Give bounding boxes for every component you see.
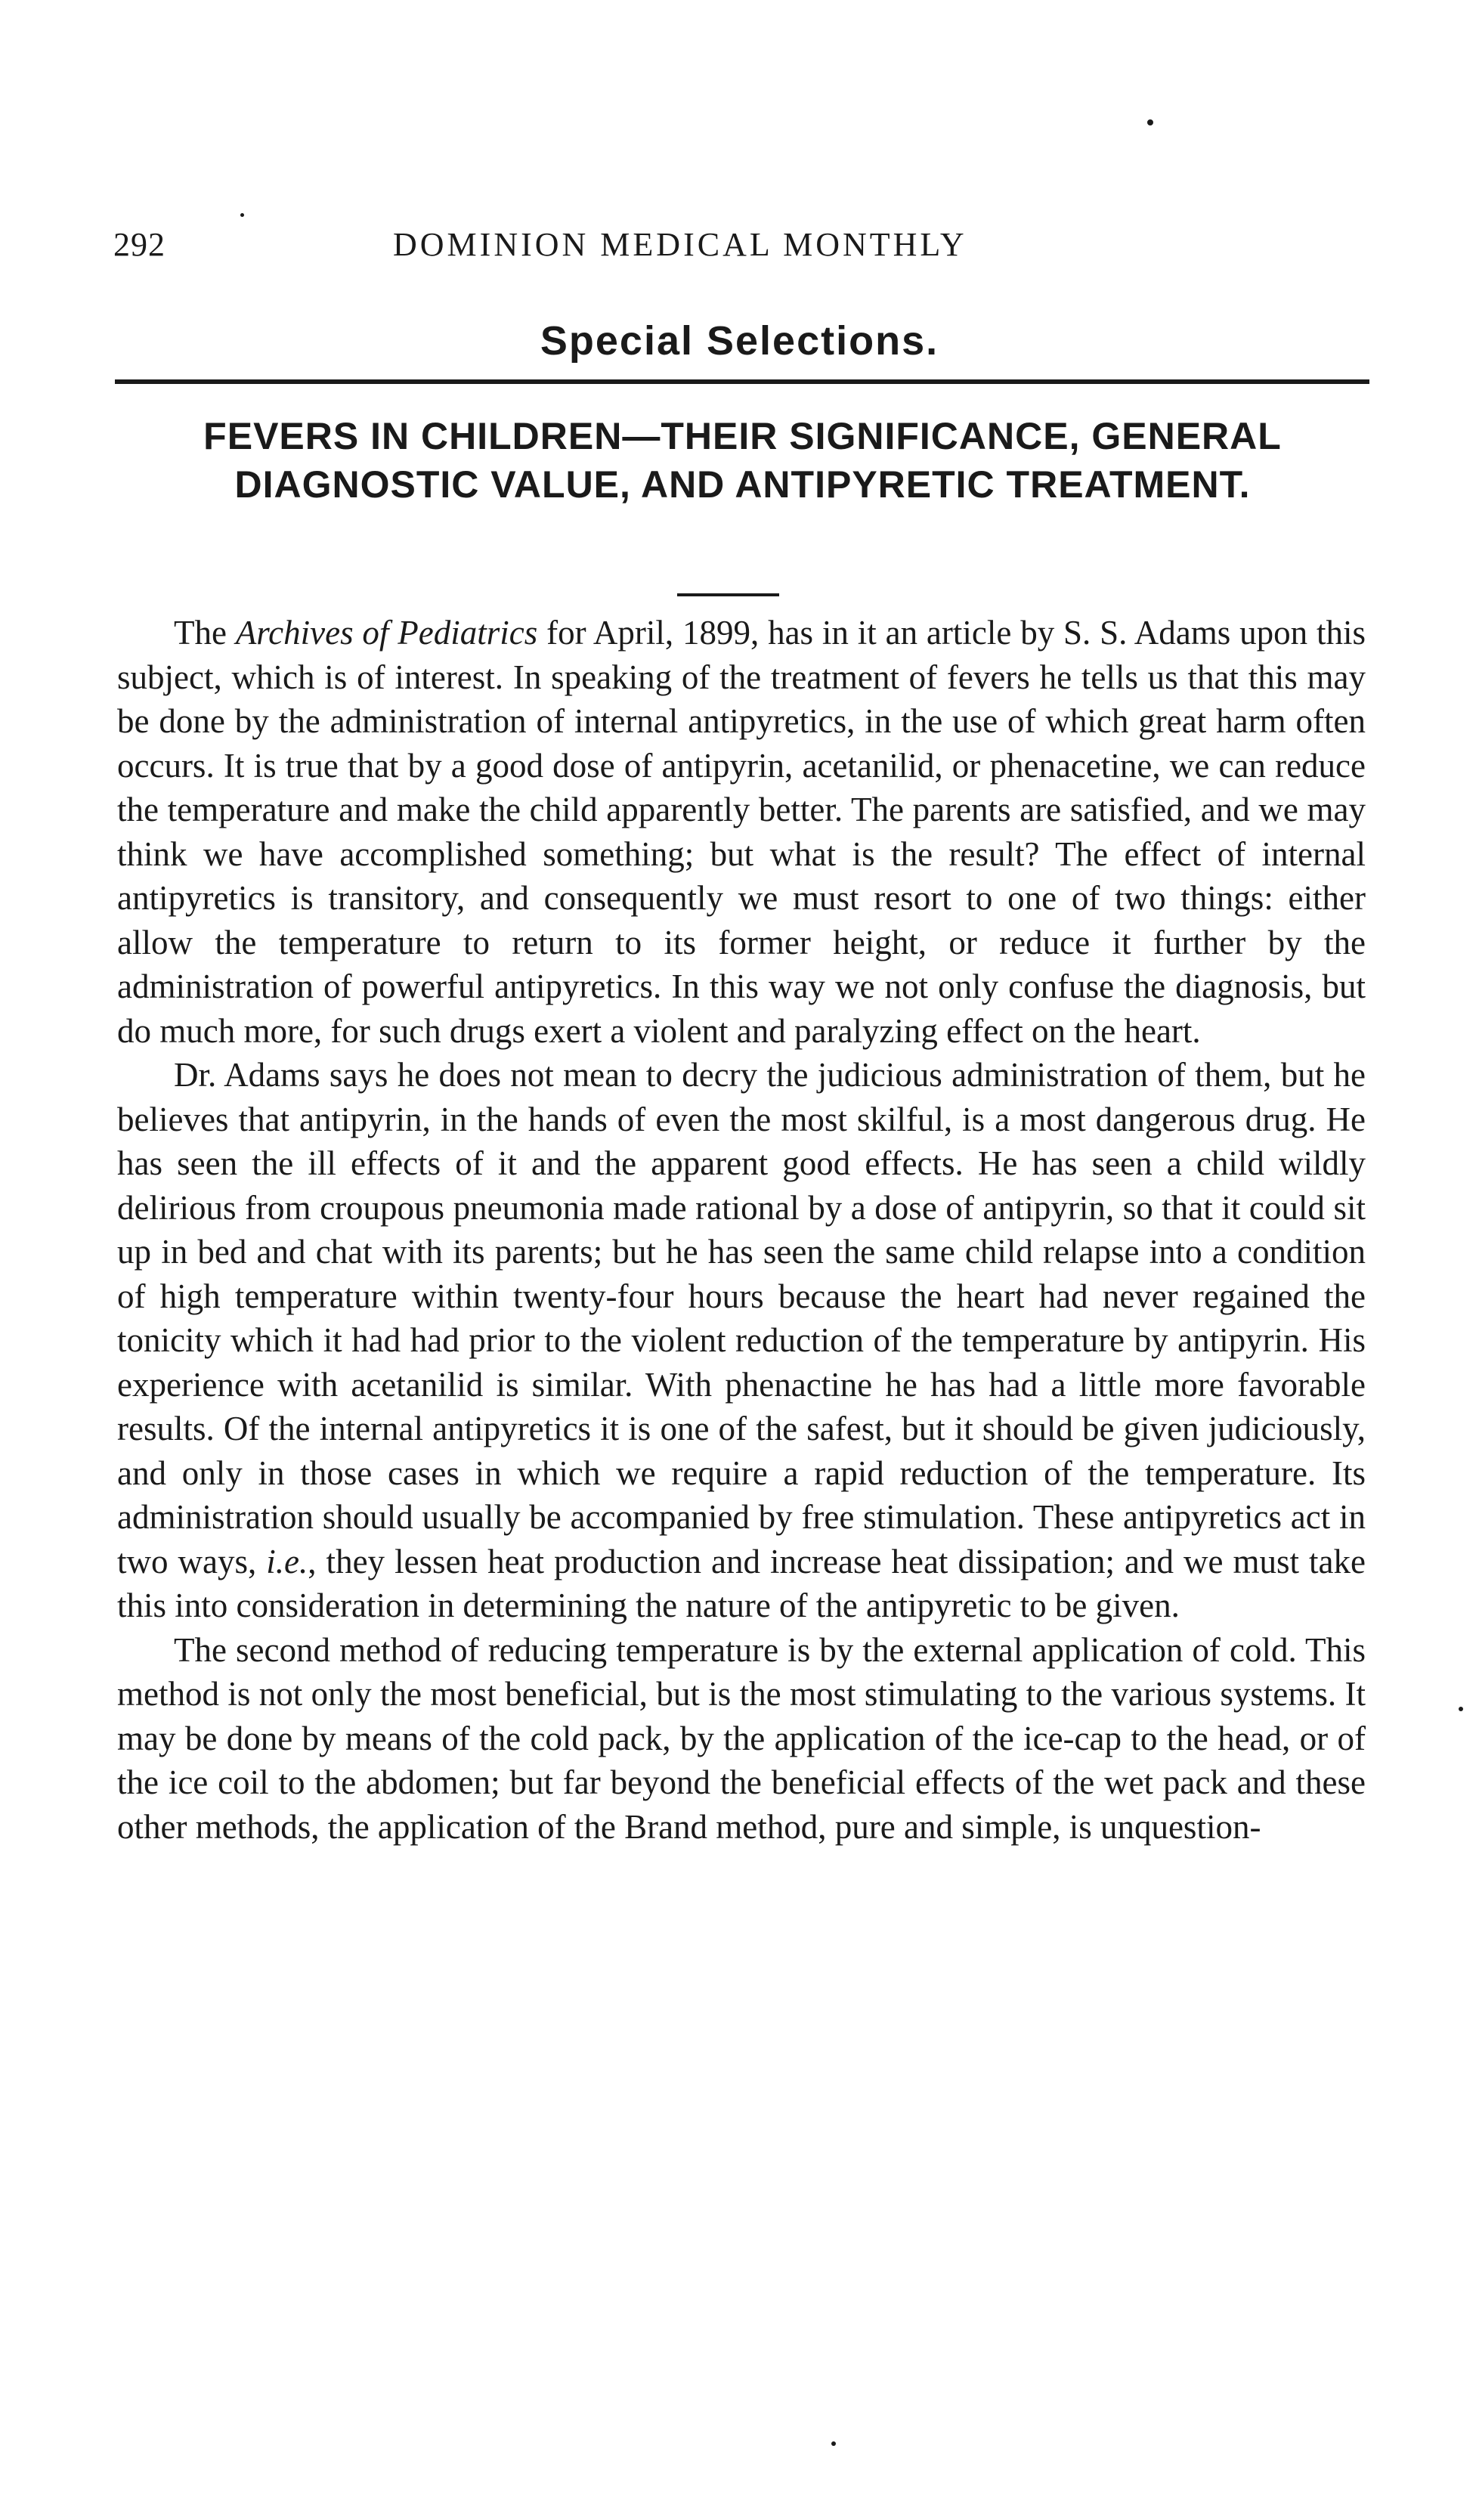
page-number: 292 — [113, 226, 166, 263]
journal-name: Archives of Pediatrics — [235, 614, 538, 652]
section-rule — [115, 379, 1369, 384]
paragraph-2 — [117, 1053, 1366, 1628]
page-header — [113, 225, 1368, 271]
ie-abbrev: i.e. — [266, 1542, 308, 1580]
print-speck — [831, 2441, 836, 2446]
print-speck — [1459, 1707, 1463, 1711]
p1-rest: for April, 1899, has in it an article by S. S. Adams upon this subject, which is of interest. In speaking of the treatment of fevers he tells us that this may be done by the administration of internal antipyretics, in the use of which great harm often occurs. It is true that by a good dose of antipyrin, acetanilid, or phenacetine, we can reduce the temperature and make the child apparently better. The parents are satisfied, and we may think we have accomplished something; but what is the result? The effect of internal antipyretics is transitory, and consequently we must resort to one of two things: either allow the temperature to return to its former height, or reduce it further by the administration of powerful antipyretics. In this way we not only confuse the diagnosis, but do much more, for such drugs exert a violent and paralyzing effect on the heart. — [117, 614, 1366, 1050]
p2-text: Dr. Adams says he does not mean to decry the judicious administration of them, but he believes that antipyrin, in the hands of even the most skilful, is a most dangerous drug. He has seen the ill effects of it and the apparent good effects. He has seen a child wildly delirious from croupous pneumonia made rational by a dose of antipyrin, so that it could sit up in bed and chat with its parents; but he has seen the same child relapse into a condition of high temperature within twenty-four hours because the heart had never regained the tonicity which it had had prior to the violent reduction of the temperature by antipyrin. His experience with acetanilid is similar. With phenactine he has had a little more favorable results. Of the internal antipyretics it is one of the safest, but it should be given judiciously, and only in those cases in which we require a rapid reduction of the temperature. Its administration should usually be accompanied by free stimulation. These antipyretics act in two ways, — [117, 1056, 1366, 1580]
article-body — [117, 611, 1366, 1849]
journal-title: DOMINION MEDICAL MONTHLY — [393, 226, 967, 263]
p2-rest: , they lessen heat production and increase heat dissipation; and we must take this into consideration in determining the nature of the antipyretic to be given. — [117, 1542, 1366, 1624]
title-rule — [677, 593, 779, 596]
print-speck — [240, 213, 244, 217]
paragraph-3 — [117, 1628, 1366, 1850]
p3-text: The second method of reducing temperature is by the external application of cold. This method is not only the most beneficial, but is the most stimulating to the various systems. It may be done by means of the cold pack, by the application of the ice-cap to the head, or of the ice coil to the abdomen; but far beyond the beneficial effects of the wet pack and these other methods, the application of the Brand method, pure and simple, is unquestion- — [117, 1630, 1366, 1846]
paragraph-1 — [117, 611, 1366, 1053]
print-speck — [1147, 119, 1153, 125]
p1-intro: The — [174, 614, 236, 652]
section-title: Special Selections. — [540, 318, 939, 364]
article-title: FEVERS IN CHILDREN—THEIR SIGNIFICANCE, GENERAL DIAGNOSTIC VALUE, AND ANTIPYRETIC TREATMENT. — [203, 415, 1282, 506]
